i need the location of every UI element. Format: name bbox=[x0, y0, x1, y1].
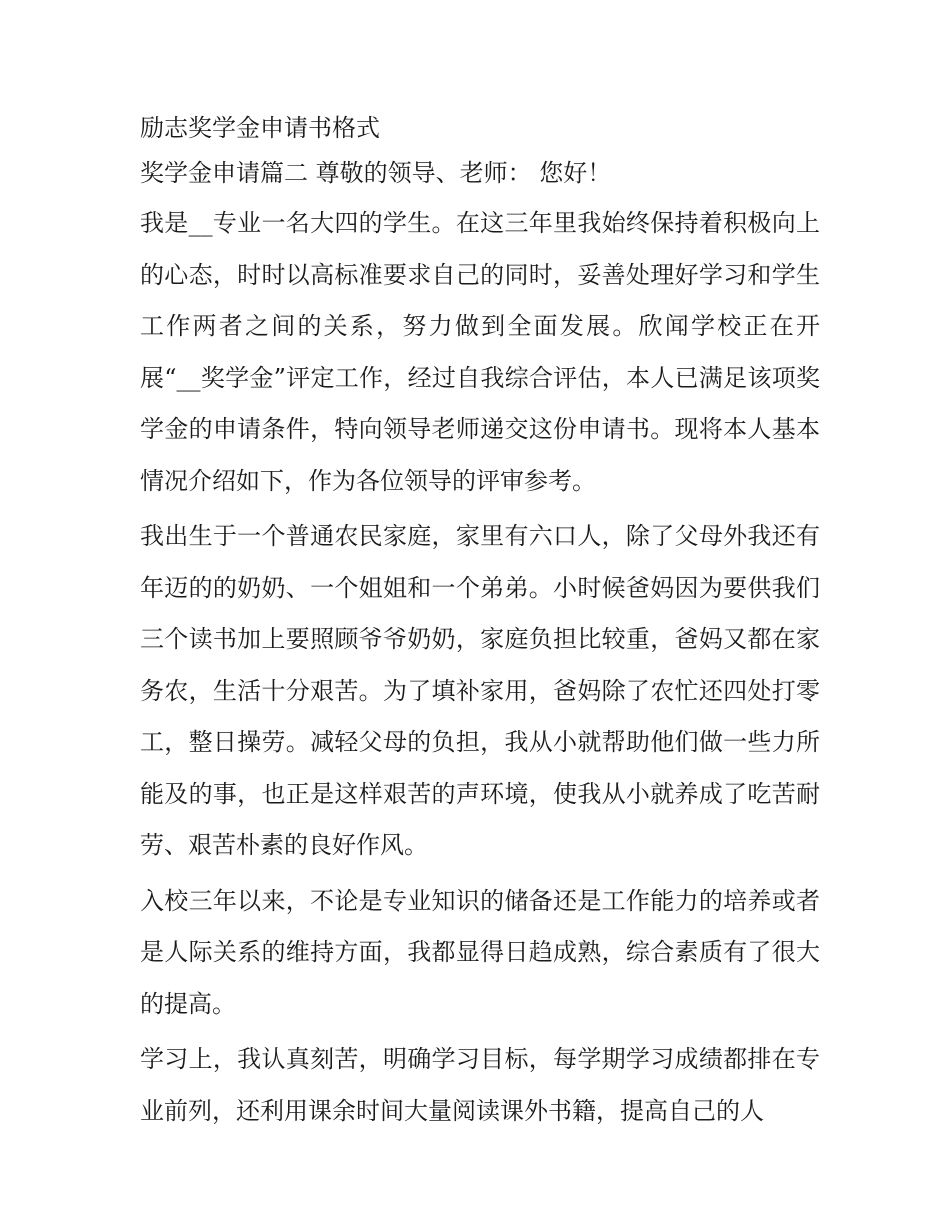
paragraph-family-background: 我出生于一个普通农民家庭，家里有六口人，除了父母外我还有年迈的的奶奶、一个姐姐和一个弟弟。小时候爸妈因为要供我们三个读书加上要照顾爷爷奶奶，家庭负担比较重，爸妈又都在家务农，生活十分艰苦。为了填补家用，爸妈除了农忙还四处打零工，整日操劳。减轻父母的负担，我从小就帮助他们做一些力所能及的事，也正是这样艰苦的声环境，使我从小就养成了吃苦耐劳、艰苦朴素的良好作风。 bbox=[140, 522, 820, 859]
document-title: 励志奖学金申请书格式 bbox=[140, 114, 380, 142]
paragraph-study: 学习上，我认真刻苦，明确学习目标，每学期学习成绩都排在专业前列，还利用课余时间大量阅读课外书籍，提高自己的人 bbox=[140, 1045, 820, 1125]
document-body bbox=[140, 108, 820, 1141]
salutation-line: 奖学金申请篇二 尊敬的领导、老师： 您好！ bbox=[140, 159, 612, 187]
paragraph-introduction: 我是__专业一名大四的学生。在这三年里我始终保持着积极向上的心态，时时以高标准要求自己的同时，妥善处理好学习和学生工作两者之间的关系，努力做到全面发展。欣闻学校正在开展“__奖学金”评定工作，经过自我综合评估，本人已满足该项奖学金的申请条件，特向领导老师递交这份申请书。现将本人基本情况介绍如下，作为各位领导的评审参考。 bbox=[140, 209, 820, 495]
paragraph-growth: 入校三年以来，不论是专业知识的储备还是工作能力的培养或者是人际关系的维持方面，我都显得日趋成熟，综合素质有了很大的提高。 bbox=[140, 886, 820, 1018]
